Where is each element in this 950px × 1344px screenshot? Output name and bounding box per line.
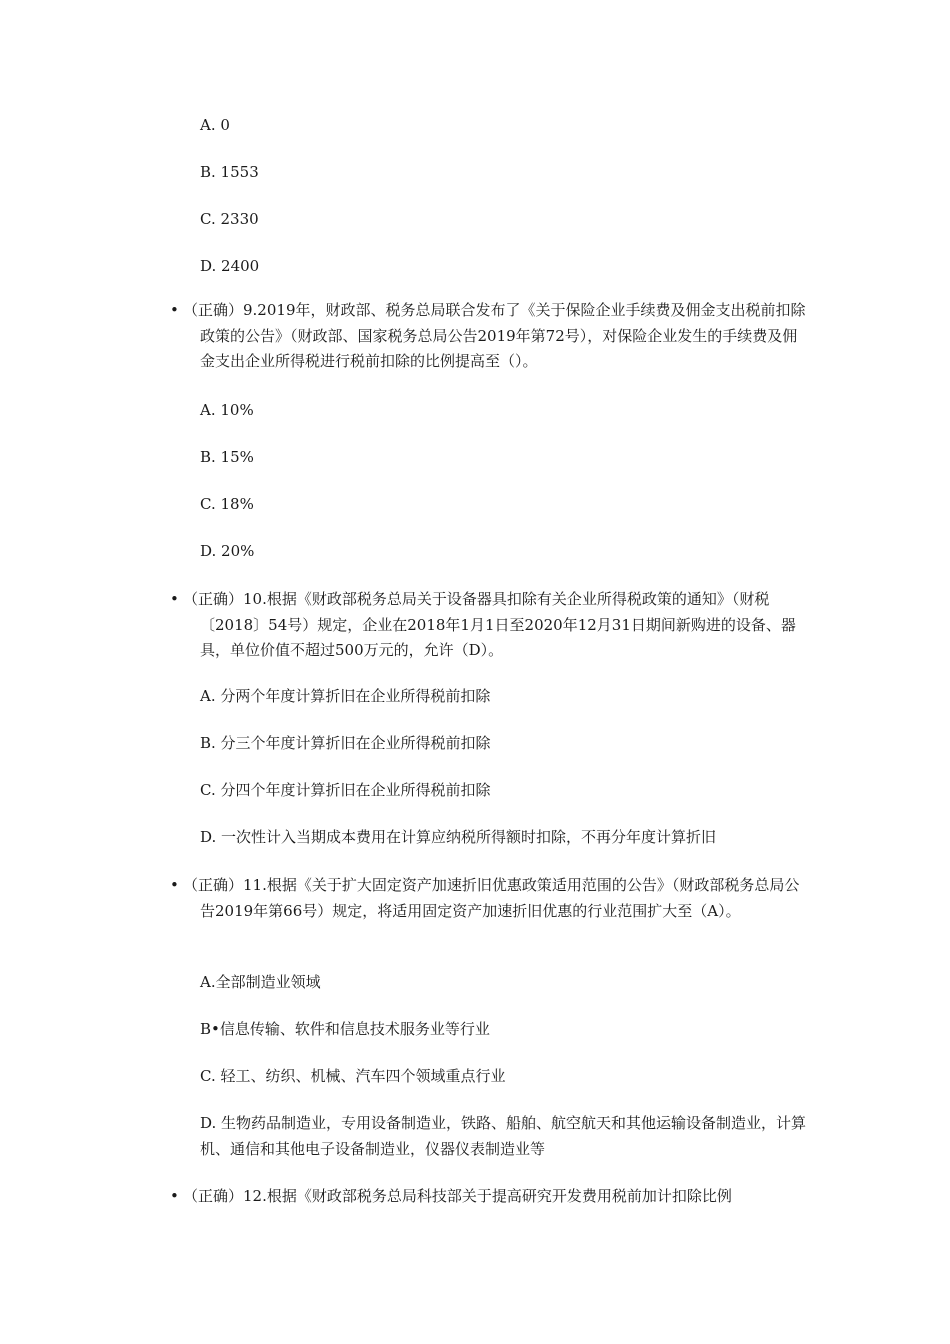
q10-option-c: C. 分四个年度计算折旧在企业所得税前扣除 <box>200 781 491 799</box>
question-9-text: （正确）9.2019年，财政部、税务总局联合发布了《关于保险企业手续费及佣金支出税前扣除政策的公告》（财政部、国家税务总局公告2019年第72号），对保险企业发生的手续费及佣金支出企业所得税进行税前扣除的比例提高至（）。 <box>183 301 806 370</box>
q9-option-c: C. 18% <box>200 495 254 513</box>
bullet: • <box>170 301 179 319</box>
q8-option-a: A. 0 <box>200 116 230 134</box>
q11-option-d: D. 生物药品制造业，专用设备制造业，铁路、船舶、航空航天和其他运输设备制造业，计算机、通信和其他电子设备制造业，仪器仪表制造业等 <box>200 1114 807 1158</box>
q8-option-d: D. 2400 <box>200 257 260 275</box>
q8-option-c: C. 2330 <box>200 210 259 228</box>
q9-option-b: B. 15% <box>200 448 254 466</box>
q11-option-c: C. 轻工、纺织、机械、汽车四个领域重点行业 <box>200 1067 506 1085</box>
q10-option-d: D. 一次性计入当期成本费用在计算应纳税所得额时扣除，不再分年度计算折旧 <box>200 828 717 846</box>
q11-option-b: B•信息传输、软件和信息技术服务业等行业 <box>200 1020 490 1038</box>
q8-option-b: B. 1553 <box>200 163 259 181</box>
question-12-text: （正确）12.根据《财政部税务总局科技部关于提高研究开发费用税前加计扣除比例 <box>183 1187 732 1205</box>
q10-option-a: A. 分两个年度计算折旧在企业所得税前扣除 <box>200 687 491 705</box>
q9-option-d: D. 20% <box>200 542 255 560</box>
question-12 <box>170 1184 810 1210</box>
q9-option-a: A. 10% <box>200 401 254 419</box>
bullet: • <box>170 1187 179 1205</box>
question-10 <box>170 587 810 664</box>
bullet: • <box>170 876 179 894</box>
question-11 <box>170 873 810 924</box>
q10-option-b: B. 分三个年度计算折旧在企业所得税前扣除 <box>200 734 491 752</box>
question-10-text: （正确）10.根据《财政部税务总局关于设备器具扣除有关企业所得税政策的通知》（财税〔2018〕54号）规定，企业在2018年1月1日至2020年12月31日期间新购进的设备、器具，单位价值不超过500万元的，允许（D）。 <box>183 590 796 659</box>
question-9 <box>170 298 810 375</box>
q11-option-a: A.全部制造业领域 <box>200 973 321 991</box>
question-11-text: （正确）11.根据《关于扩大固定资产加速折旧优惠政策适用范围的公告》（财政部税务总局公告2019年第66号）规定，将适用固定资产加速折旧优惠的行业范围扩大至（A）。 <box>183 876 800 920</box>
bullet: • <box>170 590 179 608</box>
